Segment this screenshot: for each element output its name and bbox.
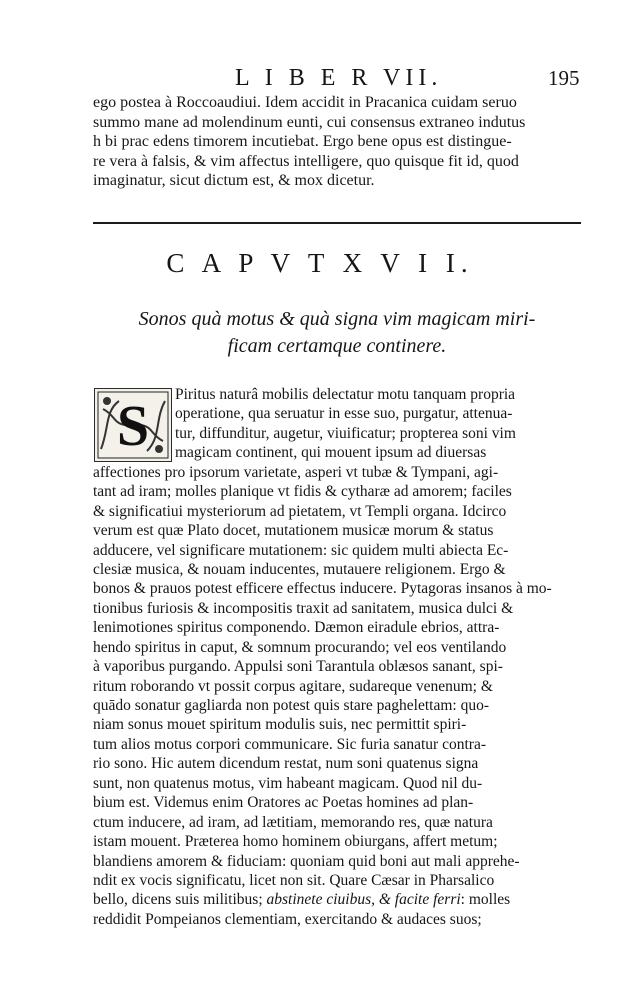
text-line: bonos & prauos potest efficere effectus inducere. Pytagoras insanos à mo- (93, 580, 552, 598)
chapter-title: C A P V T X V I I. (166, 248, 474, 278)
text-line: affectiones pro ipsorum varietate, asperi vt tubæ & Tympani, agi- (93, 463, 499, 481)
subtitle-line: Sonos quà motus & quà signa vim magicam miri- (138, 308, 536, 330)
text-line: reddidit Pompeianos clementiam, exercitando & audaces suos; (93, 910, 482, 928)
text-line: operatione, qua seruatur in esse suo, purgatur, attenua- (175, 405, 513, 423)
text-line: ritum roborando vt possit corpus agitare, sudareque venenum; & (93, 677, 493, 695)
text-line: sunt, non quatenus motus, vim habeant magicam. Quod nil du- (93, 774, 483, 792)
text-line: tur, diffunditur, augetur, viuificatur; propterea soni vim (175, 424, 516, 442)
text-line: ctum inducere, ad iram, ad lætitiam, memorando res, quæ natura (93, 813, 493, 831)
section-divider (93, 222, 581, 224)
text-line: magicam continent, qui mouent ipsum ad diuersas (175, 444, 487, 462)
text-line: istam mouent. Præterea homo hominem obiurgans, affert metum; (93, 833, 498, 851)
chapter-subtitle (93, 306, 581, 360)
text-line: quādo sonatur gagliarda non potest quis stare paghelettam: quo- (93, 697, 490, 714)
text-line: & significatiui mysteriorum ad pietatem, vt Templi organa. Idcirco (93, 502, 507, 520)
text-line: ndit ex vocis significatu, licet non sit. Quare Cæsar in Pharsalico (93, 871, 495, 889)
text-line: imaginatur, sicut dictum est, & mox dicetur. (93, 172, 375, 190)
text-line: summo mane ad molendinum eunti, cui consensus extraneo indutus (93, 113, 526, 131)
initial-letter: S (116, 392, 150, 458)
continued-paragraph (93, 93, 581, 191)
text-line: tionibus furiosis & incompositis traxit ad sanitatem, musica dulci & (93, 599, 514, 617)
body-paragraph (93, 385, 581, 929)
text-line: bello, dicens suis militibus; abstinete ciuibus, & facite ferri: molles (93, 891, 511, 909)
text-line: blandiens amorem & fiduciam: quoniam quid boni aut mali apprehe- (93, 852, 520, 870)
text-line: clesiæ musica, & nouam inducentes, mutauere religionem. Ergo & (93, 560, 506, 578)
text-line: rio sono. Hic autem dicendum restat, num soni quatenus signa (93, 755, 479, 773)
text-line: niam sonus mouet spiritum modulis suis, nec permittit spiri- (93, 716, 467, 734)
subtitle-line: ficam certamque continere. (227, 335, 447, 357)
text-line: re vera à falsis, & vim affectus intelligere, quo quisque fit id, quod (93, 152, 519, 170)
text-line: verum est quæ Plato docet, mutationem musicæ morum & status (93, 522, 494, 540)
text-line: bium est. Videmus enim Oratores ac Poetas homines ad plan- (93, 794, 474, 812)
running-title: L I B E R VII. (235, 65, 443, 91)
emphasized-phrase: abstinete ciuibus, & facite ferri (266, 891, 461, 909)
running-head (0, 63, 640, 93)
text-line: Piritus naturâ mobilis delectatur motu tanquam propria (175, 386, 516, 403)
text-line: tum alios motus corpori communicare. Sic furia sanatur contra- (93, 735, 486, 753)
page-number: 195 (548, 66, 580, 90)
text-line: hendo spiritus in caput, & somnum procurando; vel eos ventilando (93, 638, 507, 656)
text-line: lenimotiones spiritus componendo. Dæmon eiradule ebrios, attra- (93, 619, 500, 637)
text-line: h bi prac edens timorem incutiebat. Ergo bene opus est distingue- (93, 133, 512, 151)
text-line: tant ad iram; molles planique vt fidis & cytharæ ad amorem; faciles (93, 483, 512, 501)
text-line: adducere, vel significare mutationem: sic quidem multi abiecta Ec- (93, 541, 509, 559)
text-line: à vaporibus purgando. Appulsi soni Tarantula oblæsos sanant, spi- (93, 658, 503, 676)
text-line: ego postea à Roccoaudiui. Idem accidit in Pracanica cuidam seruo (93, 94, 517, 111)
